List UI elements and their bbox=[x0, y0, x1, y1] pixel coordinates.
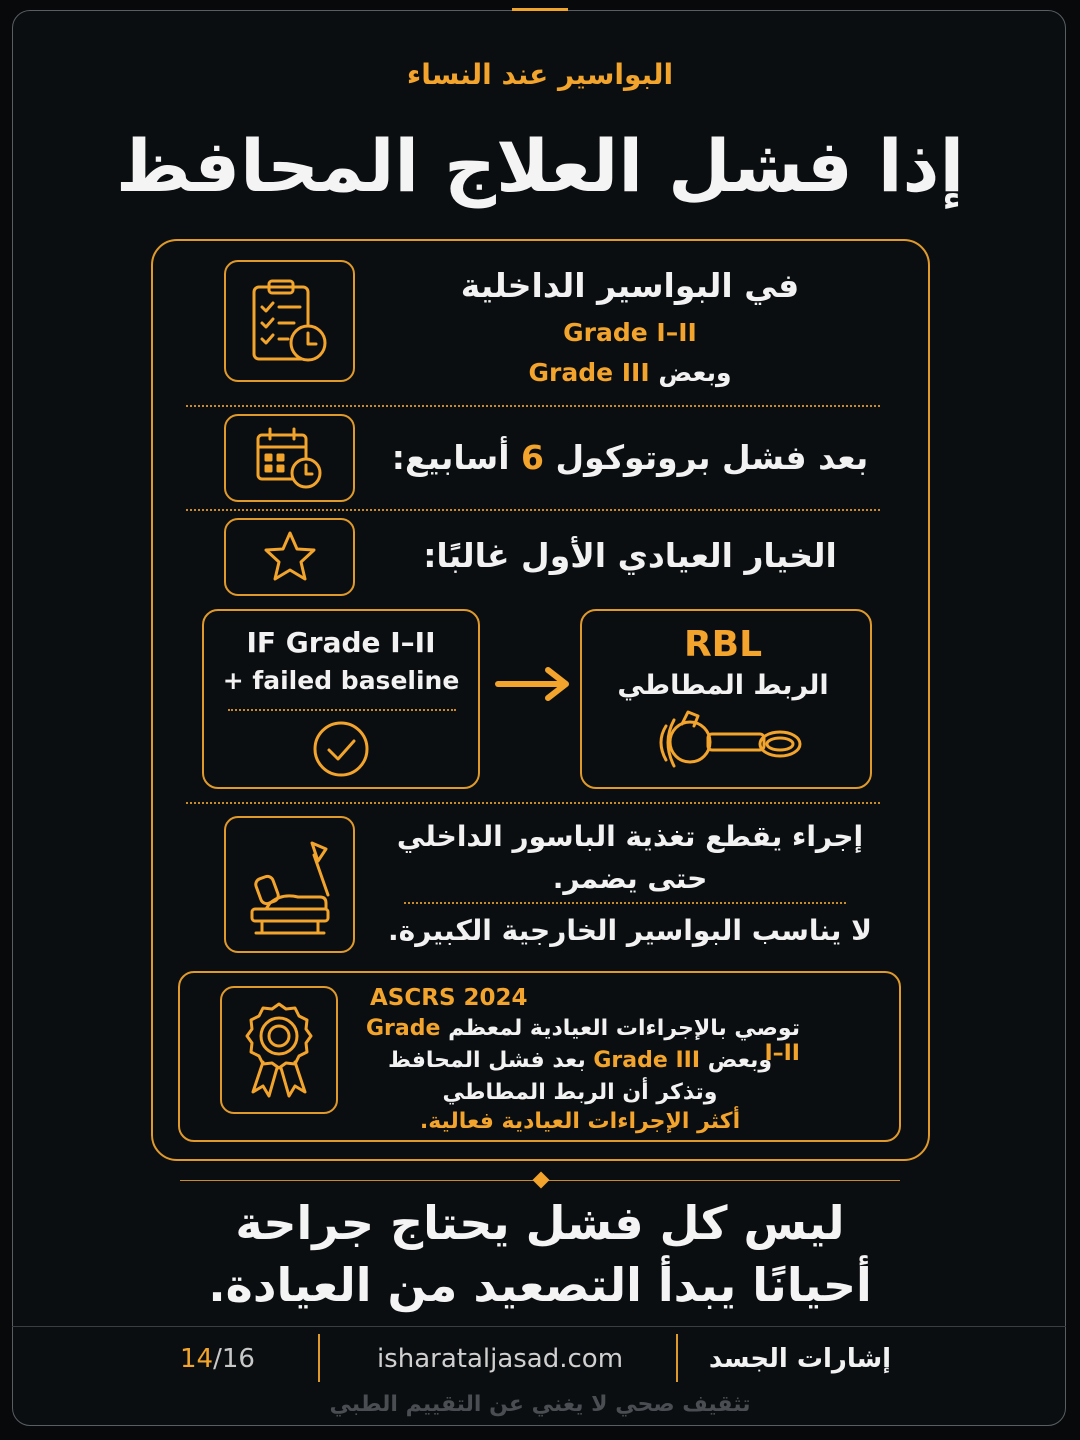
row2-text-after: أسابيع: bbox=[391, 438, 510, 477]
page-title: إذا فشل العلاج المحافظ bbox=[115, 124, 965, 208]
row1-grade-main: Grade I–II bbox=[563, 318, 697, 347]
closing-line2: أحيانًا يبدأ التصعيد من العيادة. bbox=[208, 1258, 872, 1312]
row2-text-before: بعد فشل بروتوكول bbox=[555, 438, 869, 477]
top-accent-bar bbox=[512, 8, 568, 11]
ascrs-line2-text: بعد فشل المحافظ bbox=[387, 1048, 586, 1073]
divider bbox=[186, 509, 880, 511]
procedure-chair-icon bbox=[224, 816, 355, 953]
page-kicker: البواسير عند النساء bbox=[406, 58, 674, 91]
row3-text: الخيار العيادي الأول غالبًا: bbox=[423, 536, 837, 575]
page-total: /16 bbox=[213, 1344, 255, 1374]
row4-line1: إجراء يقطع تغذية الباسور الداخلي bbox=[396, 820, 864, 853]
arrow-right-icon bbox=[494, 664, 574, 708]
page-current: 14 bbox=[180, 1344, 214, 1374]
calendar-clock-icon bbox=[224, 414, 355, 502]
ascrs-title: ASCRS 2024 bbox=[370, 985, 528, 1011]
clipboard-clock-icon bbox=[224, 260, 355, 382]
disclaimer: تثقيف صحي لا يغني عن التقييم الطبي bbox=[329, 1392, 751, 1417]
rubber-band-ligator-icon bbox=[652, 706, 804, 780]
condition-line1: IF Grade I–II bbox=[246, 626, 436, 659]
row1-grade-extra: Grade III bbox=[528, 358, 650, 387]
row1-grade-prefix: وبعض bbox=[658, 358, 732, 387]
footer-divider bbox=[12, 1326, 1066, 1327]
check-circle-icon bbox=[312, 720, 370, 782]
closing-line1: ليس كل فشل يحتاج جراحة bbox=[235, 1196, 845, 1250]
row1-heading: في البواسير الداخلية bbox=[460, 266, 800, 305]
ascrs-line3: وتذكر أن الربط المطاطي bbox=[442, 1080, 718, 1105]
divider bbox=[186, 802, 880, 804]
ascrs-line2-grade: Grade III bbox=[593, 1048, 701, 1073]
divider bbox=[186, 405, 880, 407]
brand-name: إشارات الجسد bbox=[708, 1344, 892, 1374]
divider bbox=[228, 709, 456, 711]
ascrs-line1-grade: Grade I–II bbox=[366, 1016, 800, 1066]
star-icon bbox=[224, 518, 355, 596]
treatment-subtitle: الربط المطاطي bbox=[617, 670, 829, 701]
row4-line3: لا يناسب البواسير الخارجية الكبيرة. bbox=[388, 914, 872, 947]
row4-line2: حتى يضمر. bbox=[552, 862, 708, 895]
award-ribbon-icon bbox=[220, 986, 338, 1114]
website-link[interactable]: isharataljasad.com bbox=[376, 1344, 624, 1374]
ascrs-line2-prefix: وبعض bbox=[707, 1048, 773, 1073]
condition-line2: + failed baseline bbox=[222, 666, 460, 695]
row2-number: 6 bbox=[521, 438, 544, 477]
ascrs-line1-text: توصي بالإجراءات العيادية لمعظم bbox=[448, 1016, 800, 1041]
treatment-title: RBL bbox=[683, 624, 763, 665]
footer-separator bbox=[318, 1334, 320, 1382]
ascrs-line4: أكثر الإجراءات العيادية فعالية. bbox=[419, 1109, 741, 1134]
divider bbox=[404, 902, 846, 904]
footer-separator bbox=[676, 1334, 678, 1382]
